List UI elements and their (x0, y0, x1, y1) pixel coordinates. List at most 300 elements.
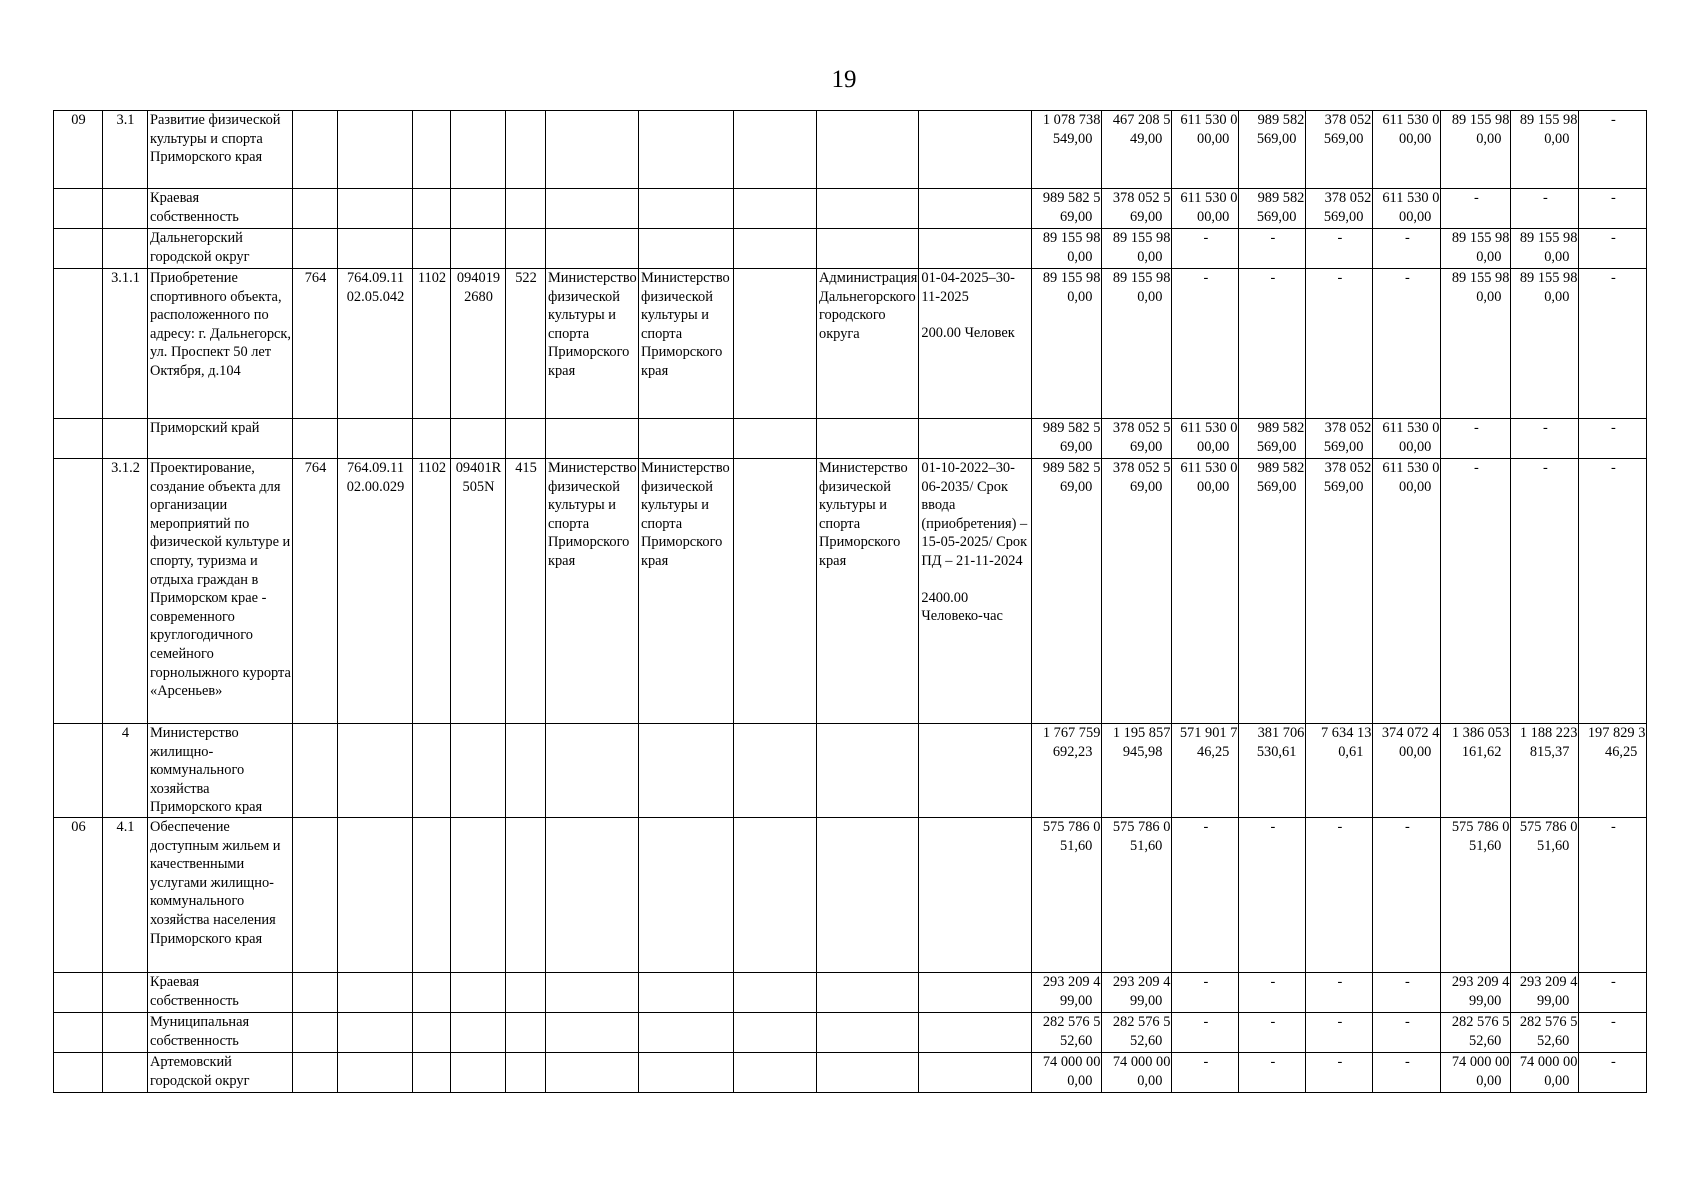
amount-part1: 282 576 5 (1451, 1013, 1510, 1030)
amount-dash: - (1203, 230, 1209, 246)
co-executor (639, 111, 734, 189)
amount-part1: 378 052 (1324, 190, 1372, 206)
amount-part2: 692,23 (1052, 743, 1093, 760)
row-name (148, 229, 293, 269)
row-number (103, 1012, 148, 1052)
amount-part2: 0,00 (1067, 248, 1093, 265)
amount-part2: 51,60 (1537, 837, 1570, 854)
amount-cell (1102, 972, 1172, 1012)
section-code (413, 229, 451, 269)
amount-part1: 378 052 (1324, 420, 1372, 436)
amount-part1: 989 582 (1257, 420, 1305, 436)
kbk-code (338, 1012, 413, 1052)
row-name (148, 459, 293, 724)
row-number (103, 459, 148, 724)
amount-cell (1239, 111, 1306, 189)
period-text: 01-04-2025–30-11-2025 (921, 270, 1015, 305)
amount-part1: 74 000 00 (1042, 1053, 1101, 1070)
period (919, 229, 1032, 269)
table-row (54, 269, 1647, 419)
table-row (54, 229, 1647, 269)
row-name-text: Приморский край (150, 420, 260, 436)
amount-part1: 89 155 98 (1451, 270, 1510, 286)
participant (817, 724, 919, 818)
row-number (103, 972, 148, 1012)
amount-part2: 569,00 (1256, 130, 1297, 147)
period (919, 724, 1032, 818)
amount-cell (1373, 1052, 1441, 1092)
amount-part2: 52,60 (1060, 1032, 1093, 1049)
target-article (451, 817, 506, 972)
amount-part1: 611 530 0 (1382, 420, 1440, 436)
expense-type (506, 459, 546, 724)
amount-cell (1239, 189, 1306, 229)
amount-part2: 569,00 (1323, 478, 1364, 495)
responsible-executor (546, 229, 639, 269)
amount-cell (1306, 817, 1373, 972)
period (919, 419, 1032, 459)
expense-type (506, 817, 546, 972)
amount-dash: - (1337, 230, 1343, 246)
amount-cell (1373, 229, 1441, 269)
amount-part2: 00,00 (1399, 130, 1432, 147)
amount-part2: 0,61 (1338, 743, 1364, 760)
table-row (54, 189, 1647, 229)
amount-dash: - (1610, 973, 1616, 990)
amount-part1: 989 582 5 (1042, 420, 1101, 436)
amount-cell (1239, 229, 1306, 269)
amount-cell (1441, 1052, 1511, 1092)
participant-text: Министерство физической культуры и спорта Приморского края (819, 460, 908, 569)
amount-part1: 575 786 0 (1519, 818, 1578, 835)
section-code (413, 724, 451, 818)
row-code (54, 1012, 103, 1052)
co-executor-text: Министерство физической культуры и спорта Приморского края (641, 270, 730, 379)
amount-part2: 52,60 (1469, 1032, 1502, 1049)
amount-part1: 89 155 98 (1112, 270, 1171, 286)
row-name (148, 269, 293, 419)
amount-part1: 611 530 0 (1180, 112, 1238, 128)
amount-part2: 0,00 (1544, 288, 1570, 305)
row-name-text: Министерство жилищно-коммунального хозяйства Приморского края (150, 725, 263, 816)
amount-part2: 51,60 (1469, 837, 1502, 854)
amount-cell (1441, 724, 1511, 818)
amount-cell (1511, 817, 1579, 972)
participant (817, 189, 919, 229)
amount-part1: 282 576 5 (1112, 1013, 1171, 1030)
amount-dash: - (1203, 973, 1209, 990)
amount-part2: 0,00 (1067, 288, 1093, 305)
amount-cell (1511, 1012, 1579, 1052)
section-code (413, 111, 451, 189)
amount-part2: 99,00 (1537, 992, 1570, 1009)
empty-cell (734, 817, 817, 972)
participant (817, 111, 919, 189)
row-number (103, 1052, 148, 1092)
amount-cell (1511, 459, 1579, 724)
row-code (54, 229, 103, 269)
amount-part2: 46,25 (1605, 743, 1638, 760)
amount-cell (1032, 724, 1102, 818)
amount-part1: 378 052 5 (1112, 420, 1171, 436)
amount-part1: 611 530 0 (1382, 112, 1440, 128)
amount-part1: 989 582 (1257, 460, 1305, 476)
amount-part1: 989 582 (1257, 190, 1305, 206)
row-name (148, 419, 293, 459)
amount-cell (1579, 111, 1647, 189)
amount-cell (1511, 111, 1579, 189)
amount-cell (1102, 817, 1172, 972)
amount-dash: - (1610, 818, 1616, 835)
section-code (413, 189, 451, 229)
responsible-executor (546, 1052, 639, 1092)
period (919, 1052, 1032, 1092)
amount-dash: - (1404, 230, 1410, 246)
amount-dash: - (1270, 1013, 1276, 1030)
section-code (413, 269, 451, 419)
amount-part1: 467 208 5 (1112, 112, 1171, 128)
grbs-code (293, 189, 338, 229)
period-text: 01-10-2022–30-06-2035/ Срок ввода (приобретения) – 15-05-2025/ Срок ПД – 21-11-2024 (921, 460, 1028, 569)
amount-part2: 161,62 (1461, 743, 1502, 760)
amount-part2: 0,00 (1137, 1072, 1163, 1089)
amount-part1: 282 576 5 (1519, 1013, 1578, 1030)
section-code (413, 1012, 451, 1052)
participant-text: Администрация Дальнегорского городского округа (819, 270, 918, 342)
row-number (103, 111, 148, 189)
amount-part1: 1 195 857 (1112, 725, 1171, 741)
amount-part1: 575 786 0 (1112, 818, 1171, 835)
kbk-code (338, 111, 413, 189)
amount-cell (1306, 972, 1373, 1012)
amount-cell (1172, 229, 1239, 269)
amount-cell (1373, 817, 1441, 972)
amount-part1: 381 706 (1257, 725, 1305, 741)
amount-cell (1511, 1052, 1579, 1092)
expense-type (506, 1012, 546, 1052)
participant (817, 972, 919, 1012)
co-executor-text: Министерство физической культуры и спорта Приморского края (641, 460, 730, 569)
amount-part1: 293 209 4 (1042, 973, 1101, 990)
amount-cell (1102, 724, 1172, 818)
amount-cell (1511, 269, 1579, 419)
amount-part2: 00,00 (1399, 743, 1432, 760)
row-name (148, 817, 293, 972)
empty-cell (734, 1012, 817, 1052)
amount-part2: 569,00 (1256, 438, 1297, 455)
row-number-text: 3.1.1 (111, 270, 140, 286)
amount-cell (1239, 972, 1306, 1012)
amount-part1: 74 000 00 (1112, 1053, 1171, 1070)
period (919, 817, 1032, 972)
responsible-executor-text: Министерство физической культуры и спорта Приморского края (548, 460, 637, 569)
kbk-code (338, 724, 413, 818)
row-code (54, 1052, 103, 1092)
target-article (451, 269, 506, 419)
table-row (54, 419, 1647, 459)
amount-cell (1239, 269, 1306, 419)
amount-part2: 99,00 (1130, 992, 1163, 1009)
responsible-executor (546, 269, 639, 419)
amount-cell (1579, 229, 1647, 269)
amount-part1: 89 155 98 (1042, 230, 1101, 246)
empty-cell (734, 269, 817, 419)
row-name (148, 1012, 293, 1052)
grbs-code-text: 764 (304, 270, 327, 286)
amount-cell (1511, 229, 1579, 269)
amount-cell (1032, 1052, 1102, 1092)
amount-cell (1579, 189, 1647, 229)
kbk-code (338, 459, 413, 724)
amount-part1: 1 767 759 (1042, 725, 1101, 741)
amount-dash: - (1473, 460, 1479, 476)
kbk-code (338, 419, 413, 459)
amount-cell (1373, 269, 1441, 419)
amount-cell (1032, 459, 1102, 724)
row-code-text: 09 (71, 112, 86, 128)
target-article (451, 419, 506, 459)
target-article (451, 1052, 506, 1092)
co-executor (639, 1052, 734, 1092)
row-name (148, 1052, 293, 1092)
amount-cell (1032, 189, 1102, 229)
amount-part1: 378 052 (1324, 460, 1372, 476)
amount-part2: 0,00 (1137, 248, 1163, 265)
amount-part1: 989 582 5 (1042, 460, 1101, 476)
expense-type (506, 724, 546, 818)
responsible-executor (546, 1012, 639, 1052)
amount-part2: 00,00 (1399, 438, 1432, 455)
co-executor (639, 1012, 734, 1052)
amount-part2: 00,00 (1399, 478, 1432, 495)
section-code (413, 419, 451, 459)
amount-dash: - (1404, 973, 1410, 990)
co-executor (639, 189, 734, 229)
amount-part1: 282 576 5 (1042, 1013, 1101, 1030)
section-code (413, 817, 451, 972)
amount-dash: - (1337, 1053, 1343, 1070)
expense-type (506, 111, 546, 189)
amount-dash: - (1337, 973, 1343, 990)
amount-part1: 611 530 0 (1382, 460, 1440, 476)
amount-part1: 197 829 3 (1587, 725, 1646, 741)
amount-part1: 378 052 (1324, 112, 1372, 128)
amount-cell (1373, 111, 1441, 189)
empty-cell (734, 1052, 817, 1092)
responsible-executor (546, 817, 639, 972)
amount-dash: - (1473, 190, 1479, 206)
row-number (103, 817, 148, 972)
amount-cell (1032, 269, 1102, 419)
co-executor (639, 419, 734, 459)
row-code (54, 972, 103, 1012)
amount-cell (1441, 419, 1511, 459)
amount-cell (1511, 189, 1579, 229)
co-executor (639, 972, 734, 1012)
amount-part2: 945,98 (1122, 743, 1163, 760)
amount-cell (1441, 229, 1511, 269)
amount-cell (1511, 724, 1579, 818)
amount-part1: 89 155 98 (1451, 112, 1510, 128)
section-code (413, 1052, 451, 1092)
amount-dash: - (1270, 818, 1276, 835)
co-executor (639, 459, 734, 724)
table-row (54, 111, 1647, 189)
amount-cell (1306, 229, 1373, 269)
amount-part1: 378 052 5 (1112, 460, 1171, 476)
amount-part2: 99,00 (1060, 992, 1093, 1009)
period (919, 1012, 1032, 1052)
amount-part2: 569,00 (1256, 208, 1297, 225)
amount-part2: 99,00 (1469, 992, 1502, 1009)
row-name-text: Приобретение спортивного объекта, расположенного по адресу: г. Дальнегорск, ул. Проспект 50 лет Октября, д.104 (150, 270, 291, 379)
amount-cell (1511, 972, 1579, 1012)
amount-cell (1102, 189, 1172, 229)
amount-cell (1373, 972, 1441, 1012)
amount-part1: 374 072 4 (1381, 725, 1440, 741)
amount-dash: - (1270, 230, 1276, 246)
row-number-text: 4.1 (116, 818, 135, 835)
amount-part2: 815,37 (1529, 743, 1570, 760)
amount-part2: 549,00 (1052, 130, 1093, 147)
amount-part2: 00,00 (1197, 438, 1230, 455)
amount-part2: 69,00 (1060, 478, 1093, 495)
amount-dash: - (1337, 818, 1343, 835)
kbk-code (338, 1052, 413, 1092)
row-number (103, 724, 148, 818)
target-article-text: 094019 2680 (456, 270, 501, 305)
empty-cell (734, 229, 817, 269)
row-name-text: Развитие физической культуры и спорта Приморского края (150, 112, 281, 166)
target-article (451, 189, 506, 229)
row-name-text: Краевая собственность (150, 973, 239, 1009)
amount-part1: 293 209 4 (1112, 973, 1171, 990)
amount-dash: - (1270, 270, 1276, 286)
row-name-text: Дальнегорский городской округ (150, 230, 250, 265)
amount-dash: - (1337, 1013, 1343, 1030)
period (919, 972, 1032, 1012)
amount-cell (1172, 724, 1239, 818)
responsible-executor (546, 459, 639, 724)
row-code (54, 111, 103, 189)
row-number-text: 3.1 (116, 112, 135, 128)
period (919, 269, 1032, 419)
expense-type (506, 419, 546, 459)
amount-cell (1172, 1052, 1239, 1092)
kbk-code (338, 189, 413, 229)
amount-part2: 569,00 (1256, 478, 1297, 495)
section-code (413, 459, 451, 724)
row-number (103, 419, 148, 459)
amount-part2: 530,61 (1256, 743, 1297, 760)
amount-dash: - (1404, 1053, 1410, 1070)
amount-cell (1306, 1012, 1373, 1052)
participant (817, 229, 919, 269)
row-number-text: 4 (121, 725, 130, 741)
amount-part2: 52,60 (1537, 1032, 1570, 1049)
table-row (54, 972, 1647, 1012)
amount-cell (1239, 1052, 1306, 1092)
amount-part1: 1 188 223 (1519, 725, 1578, 741)
row-code (54, 419, 103, 459)
responsible-executor (546, 724, 639, 818)
amount-part2: 51,60 (1130, 837, 1163, 854)
amount-cell (1102, 111, 1172, 189)
amount-cell (1032, 419, 1102, 459)
expense-type (506, 189, 546, 229)
amount-dash: - (1203, 1053, 1209, 1070)
grbs-code (293, 459, 338, 724)
amount-cell (1306, 269, 1373, 419)
grbs-code (293, 972, 338, 1012)
co-executor (639, 724, 734, 818)
amount-dash: - (1610, 270, 1616, 286)
amount-dash: - (1610, 1013, 1616, 1030)
amount-cell (1441, 189, 1511, 229)
grbs-code (293, 1052, 338, 1092)
amount-cell (1373, 459, 1441, 724)
table-row (54, 459, 1647, 724)
amount-part2: 69,00 (1060, 208, 1093, 225)
amount-part2: 69,00 (1130, 438, 1163, 455)
row-code (54, 269, 103, 419)
target-article (451, 111, 506, 189)
participant (817, 1012, 919, 1052)
target-article (451, 1012, 506, 1052)
amount-cell (1102, 1012, 1172, 1052)
amount-cell (1172, 459, 1239, 724)
indicator-value: 2400.00 Человеко-час (921, 589, 1003, 625)
amount-cell (1373, 724, 1441, 818)
page-number: 19 (831, 66, 857, 93)
kbk-code (338, 817, 413, 972)
amount-cell (1102, 269, 1172, 419)
row-name-text: Артемовский городской округ (150, 1053, 250, 1089)
table-row (54, 817, 1647, 972)
period (919, 189, 1032, 229)
amount-cell (1306, 1052, 1373, 1092)
amount-cell (1441, 459, 1511, 724)
amount-cell (1239, 459, 1306, 724)
row-name-text: Проектирование, создание объекта для организации мероприятий по физической культуре и спорту, туризма и отдыха граждан в Приморском крае - современного круглогодичного семейного горнолыжного курорта «Арсеньев» (150, 460, 291, 700)
grbs-code-text: 764 (304, 460, 327, 476)
budget-table (53, 110, 1647, 1093)
empty-cell (734, 189, 817, 229)
amount-part2: 569,00 (1323, 438, 1364, 455)
amount-part1: 611 530 0 (1180, 190, 1238, 206)
grbs-code (293, 419, 338, 459)
amount-part1: 89 155 98 (1519, 112, 1578, 128)
grbs-code (293, 817, 338, 972)
amount-part1: 378 052 5 (1112, 190, 1171, 206)
amount-cell (1579, 972, 1647, 1012)
amount-cell (1306, 459, 1373, 724)
amount-cell (1441, 1012, 1511, 1052)
row-number-text: 3.1.2 (111, 460, 140, 476)
expense-type (506, 269, 546, 419)
amount-cell (1172, 419, 1239, 459)
amount-part1: 989 582 (1257, 112, 1305, 128)
amount-cell (1373, 1012, 1441, 1052)
amount-dash: - (1610, 460, 1616, 476)
amount-cell (1373, 419, 1441, 459)
amount-part1: 293 209 4 (1451, 973, 1510, 990)
amount-part1: 611 530 0 (1180, 460, 1238, 476)
amount-dash: - (1203, 270, 1209, 286)
row-code (54, 459, 103, 724)
amount-part2: 0,00 (1476, 130, 1502, 147)
amount-cell (1579, 817, 1647, 972)
